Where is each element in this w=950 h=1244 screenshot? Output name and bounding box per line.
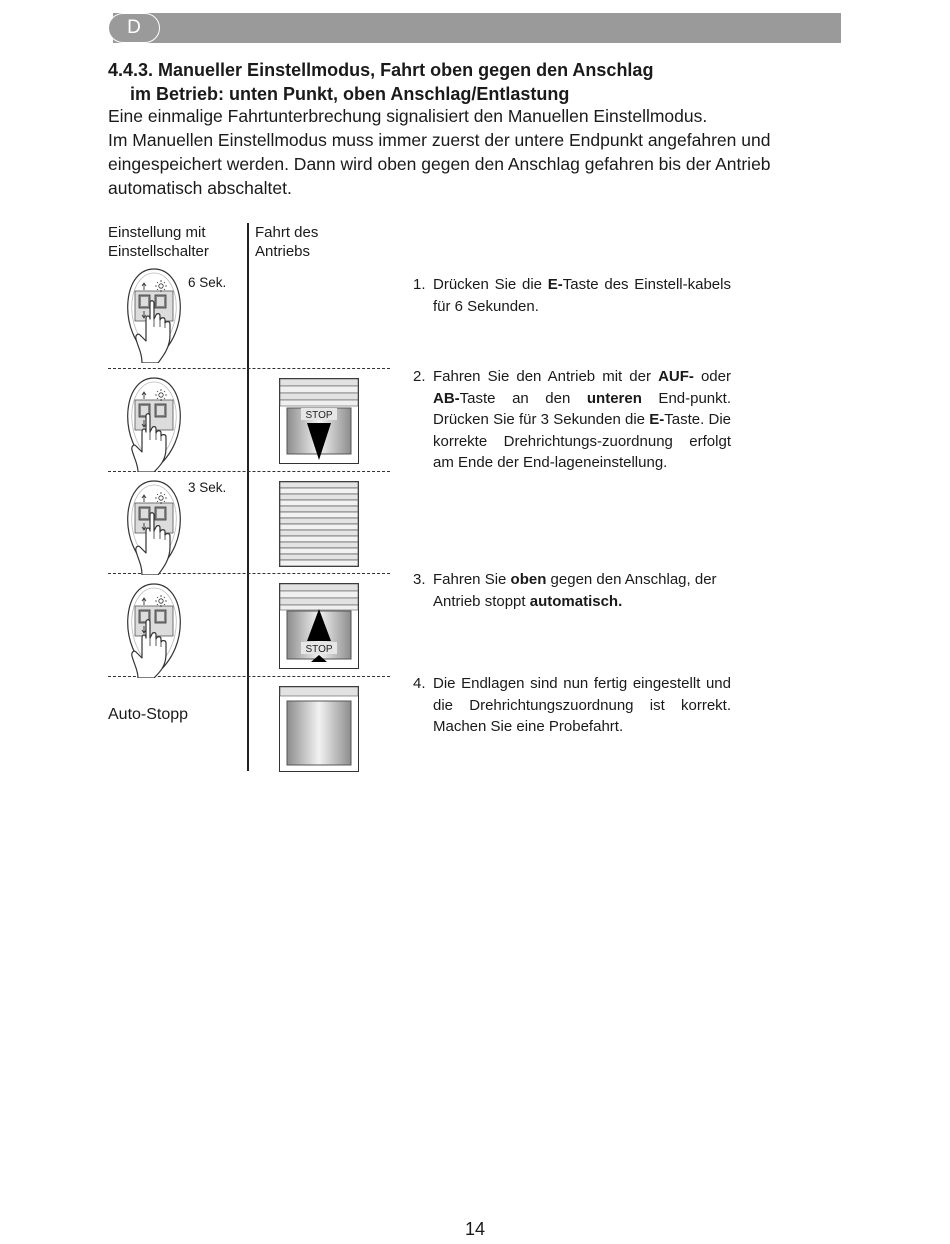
step-text: Taste an den [459,389,587,407]
section-title-line2: im Betrieb: unten Punkt, oben Anschlag/Entlastung [130,84,570,104]
column-header-setting [108,223,209,261]
step-text: Die Endlagen sind nun fertig eingestellt und die Drehrichtungszuordnung ist korrekt. Machen Sie eine Probefahrt. [433,675,731,735]
row-divider [108,368,390,369]
shutter-moving-up-icon [279,583,359,669]
intro-paragraph-1: Eine einmalige Fahrtunterbrechung signalisiert den Manuellen Einstellmodus. [108,106,708,126]
step-text-bold: E- [547,276,563,293]
step-number: 3. [413,571,426,588]
column-header-drive-line1: Fahrt des [255,224,319,241]
step-2 [413,366,731,474]
column-header-setting-line1: Einstellung mit [108,224,206,241]
step-1 [413,274,731,317]
auto-stop-label: Auto-Stopp [108,706,189,723]
remote-with-hand-icon [124,582,184,678]
intro-paragraph-2: Im Manuellen Einstellmodus muss immer zuerst der untere Endpunkt angefahren und eingespeichert werden. Dann wird oben gegen den Anschlag gefahren bis der Antrieb automatisch abschaltet. [108,130,771,198]
remote-with-hand-icon [124,479,184,575]
step-3 [413,569,731,612]
header-bar [113,13,841,43]
section-title-line1: 4.4.3. Manueller Einstellmodus, Fahrt oben gegen den Anschlag [108,60,654,80]
shutter-moving-down-icon [279,378,359,464]
shutter-open-icon [279,686,359,772]
step-text: Fahren Sie [433,571,511,588]
page-number: 14 [464,1219,486,1239]
step-text-bold: AB- [433,389,460,407]
shutter-closed-icon [279,481,359,567]
column-divider [247,223,249,771]
hold-duration-3: 3 Sek. [188,480,227,495]
stop-label: STOP [305,644,333,655]
step-text: oder [693,368,731,385]
step-text: Taste. Die korrekte Drehrichtungs-zuordnung erfolgt am Ende der End-lageneinstellung. [433,411,731,471]
step-4 [413,673,731,738]
column-header-drive-line2: Antriebs [255,243,311,260]
section-title [108,58,653,106]
step-text: Fahren Sie den Antrieb mit der [433,368,659,385]
step-text: End-punkt. Drücken Sie für 3 Sekunden die [433,389,731,428]
step-text-bold: unteren [586,389,642,407]
hold-duration-6: 6 Sek. [188,275,227,290]
remote-with-hand-icon [124,376,184,472]
step-text: Drücken Sie die [433,276,548,293]
step-text: gegen den Anschlag, der Antrieb stoppt [433,571,717,610]
language-badge: D [108,13,160,43]
column-header-drive [255,223,318,261]
intro-text [108,104,848,200]
step-text-bold: E- [649,411,665,428]
remote-with-hand-icon [124,267,184,363]
stop-label: STOP [305,410,333,421]
step-number: 2. [413,368,426,385]
column-header-setting-line2: Einstellschalter [108,243,209,260]
step-number: 4. [413,675,426,692]
step-text-bold: automatisch. [529,592,623,610]
step-text-bold: oben [510,571,547,588]
step-text: Taste des Einstell-kabels für 6 Sekunden. [433,276,731,315]
step-text-bold: AUF- [658,368,694,385]
step-number: 1. [413,276,426,293]
